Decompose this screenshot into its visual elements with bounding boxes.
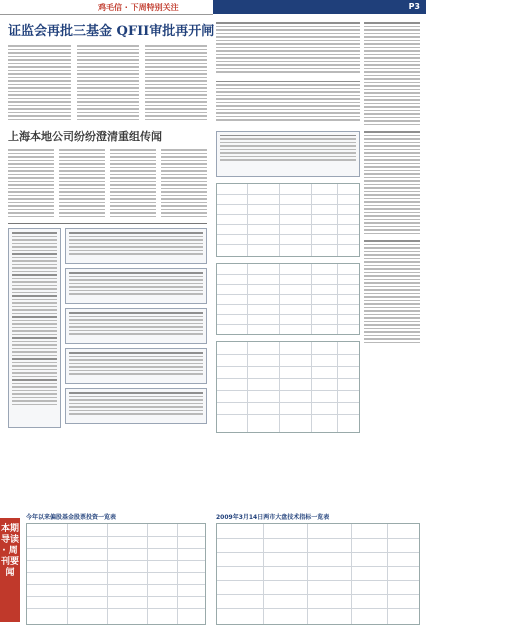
right-table-block [216, 512, 420, 625]
left-table-block [26, 512, 206, 625]
right-section-title: 消息树 · 本周新闻综述 [435, 3, 516, 12]
left-column [8, 20, 215, 428]
article-mid [8, 149, 207, 217]
headline-mid: 上海本地公司纷纷澄清重组传闻 [8, 130, 162, 143]
lower-left-block [8, 228, 207, 428]
right-grid-3 [216, 341, 360, 433]
news-box-2 [65, 268, 207, 304]
right-table-title: 2009年3月14日两市大盘技术指标一览表 [216, 514, 330, 521]
page-header [0, 0, 516, 14]
news-box-1 [65, 228, 207, 264]
header-right [213, 0, 516, 14]
right-side-column [364, 22, 420, 343]
left-table [26, 523, 206, 625]
news-box-5 [65, 388, 207, 424]
left-table-title: 今年以来偏股基金股票投资一览表 [26, 514, 117, 521]
header-left [0, 0, 213, 15]
side-banner: 本期导读 · 周刊要闻 [0, 518, 20, 622]
news-box-4 [65, 348, 207, 384]
qfii-box [216, 131, 360, 177]
right-main [216, 22, 360, 433]
news-box-3 [65, 308, 207, 344]
page-number: P3 [408, 2, 420, 11]
headline-top: 证监会再批三基金 QFII审批再开闸 [8, 24, 215, 39]
right-table [216, 523, 420, 625]
left-section-title: 鸡毛信 · 下周特别关注 [98, 3, 179, 12]
article-top [8, 45, 207, 120]
right-grid-2 [216, 263, 360, 335]
right-grid-1 [216, 183, 360, 257]
